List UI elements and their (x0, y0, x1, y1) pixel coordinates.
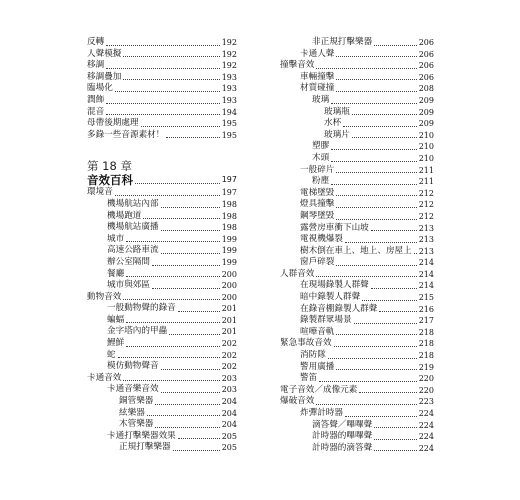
leader-dots (331, 184, 417, 185)
toc-entry (280, 37, 434, 49)
toc-entry-page: 218 (418, 327, 434, 337)
toc-entry (87, 49, 237, 61)
leader-dots (345, 416, 417, 417)
toc-entry-title: 計時器的嗶嗶聲 (312, 431, 373, 442)
toc-entry-page: 213 (418, 235, 434, 245)
leader-dots (374, 427, 417, 428)
toc-entry-page: 201 (221, 304, 237, 314)
leader-dots (161, 392, 220, 393)
leader-dots (374, 450, 417, 451)
leader-dots (118, 357, 220, 358)
toc-entry-title: 炸彈計時器 (300, 408, 343, 418)
leader-dots (336, 91, 416, 92)
toc-entry-title: 卡通打擊樂器效果 (107, 430, 176, 441)
leader-dots (331, 161, 417, 162)
leader-dots (319, 381, 417, 382)
toc-section-chapter-18 (87, 187, 237, 454)
toc-entry-page: 224 (418, 432, 434, 442)
toc-entry-title: 銅管樂器 (119, 396, 154, 407)
leader-dots (336, 207, 416, 208)
toc-entry-title: 水杯 (324, 118, 342, 129)
toc-entry-page: 199 (221, 234, 237, 244)
toc-entry-page: 202 (221, 350, 237, 360)
toc-entry-title: 多錄一些音源素材！ (87, 129, 165, 140)
toc-entry-title: 一般動物聲的錄音 (107, 303, 176, 314)
toc-entry (280, 95, 434, 107)
toc-entry-title: 警笛 (300, 373, 318, 384)
leader-dots (371, 288, 417, 289)
toc-entry-title: 玻璃瓶 (324, 106, 350, 117)
toc-entry (87, 326, 237, 338)
toc-entry-title: 車輛撞擊 (300, 71, 335, 82)
toc-section-previous-chapter (87, 37, 237, 141)
toc-entry-page: 197 (221, 188, 237, 198)
leader-dots (147, 415, 220, 416)
leader-dots (336, 79, 416, 80)
toc-entry-title: 機場航站內部 (107, 198, 159, 209)
toc-entry (87, 373, 237, 385)
toc-entry (280, 420, 434, 432)
toc-entry (280, 49, 434, 61)
toc-entry-title: 錄製群眾場景 (300, 315, 352, 326)
toc-entry-title: 電子音效／成像元素 (280, 384, 358, 395)
toc-entry-title: 塑膠 (312, 141, 330, 152)
leader-dots (106, 45, 220, 46)
toc-entry-title: 在現場錄製人群聲 (300, 280, 369, 291)
leader-dots (161, 253, 220, 254)
toc-entry (87, 245, 237, 257)
toc-entry (280, 72, 434, 84)
leader-dots (126, 346, 220, 347)
toc-entry-page: 211 (418, 165, 434, 175)
toc-entry (87, 431, 237, 443)
leader-dots (155, 404, 219, 405)
toc-entry-title: 人聲模擬 (87, 48, 122, 59)
toc-entry-page: 215 (418, 293, 434, 303)
toc-entry-title: 在錄音棚錄製人群聲 (300, 303, 378, 314)
leader-dots (161, 230, 220, 231)
toc-entry-page: 202 (221, 339, 237, 349)
toc-entry (87, 83, 237, 95)
toc-entry (280, 188, 434, 200)
toc-entry-title: 絃樂器 (119, 407, 145, 418)
toc-entry-page: 193 (221, 84, 237, 94)
toc-entry-page: 213 (418, 246, 434, 256)
section-gap (87, 141, 237, 155)
toc-entry (87, 338, 237, 350)
toc-entry (87, 303, 237, 315)
chapter-page-number: 197 (221, 175, 237, 185)
toc-entry (280, 350, 434, 362)
toc-entry-page: 192 (221, 61, 237, 71)
toc-entry (280, 443, 434, 455)
leader-dots (115, 195, 220, 196)
toc-entry-title: 窗戶碎裂 (300, 257, 335, 268)
toc-entry-page: 193 (221, 95, 237, 105)
toc-entry-page: 206 (418, 38, 434, 47)
leader-dots (152, 288, 220, 289)
leader-dots (336, 265, 416, 266)
toc-entry-page: 198 (221, 211, 237, 221)
toc-entry (280, 60, 434, 72)
toc-entry-page: 219 (418, 362, 434, 372)
leader-dots (352, 114, 417, 115)
toc-entry-page: 209 (418, 95, 434, 105)
leader-dots (126, 241, 220, 242)
toc-entry-page: 205 (221, 431, 237, 441)
toc-entry-page: 224 (418, 443, 434, 453)
toc-entry-page: 195 (221, 130, 237, 140)
leader-dots (173, 450, 220, 451)
toc-entry-page: 223 (418, 397, 434, 407)
chapter-title: 音效百科 (87, 173, 133, 188)
toc-entry-title: 非正規打擊樂器 (312, 37, 373, 47)
leader-dots (316, 276, 416, 277)
toc-entry-title: 喧嘩音軌 (300, 326, 335, 337)
leader-dots (135, 183, 220, 184)
toc-entry (280, 176, 434, 188)
toc-entry-title: 潤飾 (87, 94, 105, 105)
leader-dots (354, 323, 417, 324)
leader-dots (316, 68, 416, 69)
toc-entry-page: 224 (418, 409, 434, 418)
toc-entry-title: 消防隊 (300, 350, 326, 361)
toc-entry (280, 385, 434, 397)
toc-entry-title: 爆破音效 (280, 396, 315, 407)
toc-entry (280, 257, 434, 269)
toc-entry-title: 卡通音效 (87, 372, 122, 383)
leader-dots (126, 276, 220, 277)
toc-entry (87, 72, 237, 84)
toc-entry (280, 234, 434, 246)
toc-entry (280, 165, 434, 177)
toc-entry-title: 玻璃 (312, 94, 330, 105)
toc-entry-page: 203 (221, 385, 237, 395)
leader-dots (359, 392, 416, 393)
leader-dots (334, 346, 417, 347)
toc-entry (280, 373, 434, 385)
toc-entry-page: 204 (221, 397, 237, 407)
leader-dots (414, 253, 417, 254)
toc-entry-title: 移調 (87, 60, 105, 71)
toc-entry (87, 199, 237, 211)
leader-dots (106, 68, 220, 69)
toc-entry-title: 城市與郊區 (107, 280, 150, 291)
chapter-number: 第 18 章 (87, 159, 132, 174)
toc-entry (280, 211, 434, 223)
toc-entry (87, 234, 237, 246)
toc-entry-page: 209 (418, 119, 434, 129)
toc-entry-page: 217 (418, 316, 434, 326)
leader-dots (123, 79, 219, 80)
leader-dots (123, 56, 219, 57)
toc-entry-title: 人群音效 (280, 268, 315, 279)
toc-entry (280, 269, 434, 281)
leader-dots (123, 299, 219, 300)
toc-entry-title: 一般碎片 (300, 164, 335, 175)
toc-entry-title: 樹木倒在車上、地上、房屋上 (300, 245, 412, 256)
toc-entry-page: 204 (221, 408, 237, 418)
toc-entry-page: 198 (221, 199, 237, 209)
toc-entry-title: 鋼琴墜毀 (300, 210, 335, 221)
toc-entry (87, 118, 237, 130)
toc-entry-page: 218 (418, 339, 434, 349)
toc-entry-title: 機場航站廣播 (107, 222, 159, 233)
toc-entry (280, 292, 434, 304)
toc-entry (87, 419, 237, 431)
toc-entry (280, 141, 434, 153)
toc-entry-title: 城市 (107, 233, 125, 244)
leader-dots (141, 126, 220, 127)
toc-entry-title: 粉塵 (312, 176, 330, 187)
leader-dots (336, 195, 416, 196)
toc-entry-page: 212 (418, 188, 434, 198)
toc-entry-page: 201 (221, 315, 237, 325)
toc-entry-page: 216 (418, 304, 434, 314)
toc-entry-title: 玻璃片 (324, 129, 350, 140)
toc-entry-page: 200 (221, 281, 237, 291)
leader-dots (336, 219, 416, 220)
toc-entry-title: 餐廳 (107, 268, 125, 279)
toc-entry-title: 環境音 (87, 187, 113, 198)
toc-entry (280, 396, 434, 408)
toc-entry-title: 電視機爆裂 (300, 234, 343, 245)
toc-entry (280, 315, 434, 327)
toc-entry (87, 37, 237, 49)
toc-entry-page: 206 (418, 49, 434, 59)
leader-dots (178, 311, 220, 312)
leader-dots (106, 114, 220, 115)
toc-entry-title: 混音 (87, 106, 105, 117)
toc-entry-title: 燈具撞擊 (300, 199, 335, 210)
toc-entry (87, 361, 237, 373)
toc-right-column (280, 37, 434, 454)
leader-dots (331, 149, 417, 150)
leader-dots (345, 242, 417, 243)
toc-entry-title: 木頭 (312, 152, 330, 163)
chapter-title-row (87, 173, 237, 187)
toc-entry-page: 192 (221, 38, 237, 47)
toc-entry-title: 暗中錄製人群聲 (300, 292, 361, 303)
toc-entry-page: 211 (418, 177, 434, 187)
toc-entry-title: 撞擊音效 (280, 60, 315, 71)
leader-dots (126, 322, 220, 323)
toc-entry-title: 反轉 (87, 37, 105, 47)
toc-entry-page: 200 (221, 292, 237, 302)
leader-dots (328, 358, 417, 359)
toc-entry-page: 210 (418, 130, 434, 140)
toc-entry-title: 警用廣播 (300, 361, 335, 372)
toc-entry-title: 木管樂器 (119, 419, 154, 430)
toc-entry-title: 正規打擊樂器 (119, 442, 171, 453)
toc-entry-page: 214 (418, 258, 434, 268)
toc-entry-page: 203 (221, 373, 237, 383)
toc-entry (87, 350, 237, 362)
leader-dots (161, 207, 220, 208)
toc-entry (87, 222, 237, 234)
toc-entry-page: 208 (418, 84, 434, 94)
toc-entry (280, 83, 434, 95)
toc-entry-title: 電梯墜毀 (300, 187, 335, 198)
toc-entry-title: 模仿動物聲音 (107, 361, 159, 372)
toc-entry (87, 187, 237, 199)
leader-dots (379, 311, 416, 312)
toc-entry-page: 212 (418, 211, 434, 221)
toc-entry-title: 動物音效 (87, 291, 122, 302)
toc-entry-title: 母帶後期處理 (87, 118, 139, 129)
toc-entry (87, 408, 237, 420)
toc-entry-page: 199 (221, 246, 237, 256)
toc-entry-page: 200 (221, 269, 237, 279)
leader-dots (166, 137, 219, 138)
toc-entry-title: 緊急事故音效 (280, 338, 332, 349)
toc-entry (87, 95, 237, 107)
toc-entry-title: 露營房車衝下山坡 (300, 222, 369, 233)
toc-entry-page: 220 (418, 374, 434, 384)
toc-entry-page: 199 (221, 257, 237, 267)
toc-entry (280, 130, 434, 142)
toc-entry (87, 280, 237, 292)
leader-dots (331, 103, 417, 104)
toc-entry (87, 442, 237, 454)
toc-entry (280, 304, 434, 316)
toc-entry-page: 206 (418, 61, 434, 71)
toc-entry-page: 204 (221, 420, 237, 430)
toc-entry (280, 246, 434, 258)
leader-dots (155, 427, 219, 428)
toc-entry (280, 408, 434, 420)
toc-entry (280, 431, 434, 443)
toc-entry (87, 292, 237, 304)
toc-entry-title: 鯉鮮 (107, 338, 125, 349)
toc-entry (280, 107, 434, 119)
leader-dots (336, 172, 416, 173)
toc-entry-title: 卡通人聲 (300, 48, 335, 59)
leader-dots (161, 369, 220, 370)
toc-entry-page: 218 (418, 351, 434, 361)
toc-entry-page: 192 (221, 49, 237, 59)
leader-dots (152, 265, 220, 266)
leader-dots (169, 334, 220, 335)
toc-entry-title: 卡通音樂音效 (107, 384, 159, 395)
toc-entry (280, 338, 434, 350)
toc-entry-title: 蝙蝠 (107, 314, 125, 325)
toc-entry-title: 臨場化 (87, 83, 113, 94)
toc-entry (87, 130, 237, 142)
leader-dots (336, 369, 416, 370)
toc-entry (280, 280, 434, 292)
toc-entry (87, 384, 237, 396)
leader-dots (106, 103, 220, 104)
toc-entry (280, 223, 434, 235)
toc-entry-page: 212 (418, 200, 434, 210)
leader-dots (343, 126, 417, 127)
toc-entry (87, 60, 237, 72)
toc-entry (87, 269, 237, 281)
toc-entry (87, 211, 237, 223)
toc-entry (87, 107, 237, 119)
leader-dots (143, 218, 219, 219)
toc-entry-page: 213 (418, 223, 434, 233)
leader-dots (123, 380, 219, 381)
leader-dots (374, 439, 417, 440)
leader-dots (371, 230, 417, 231)
toc-entry (87, 315, 237, 327)
leader-dots (316, 404, 416, 405)
toc-entry (280, 199, 434, 211)
toc-entry-page: 195 (221, 119, 237, 129)
toc-entry-title: 金字塔內的甲蟲 (107, 326, 168, 337)
toc-entry-page: 210 (418, 142, 434, 152)
toc-entry-page: 194 (221, 107, 237, 117)
leader-dots (352, 137, 417, 138)
toc-entry-page: 201 (221, 327, 237, 337)
toc-entry-title: 蛇 (107, 349, 116, 360)
leader-dots (336, 56, 416, 57)
toc-entry-title: 機場跑道 (107, 210, 142, 221)
leader-dots (115, 91, 220, 92)
toc-entry-page: 214 (418, 281, 434, 291)
leader-dots (336, 334, 416, 335)
toc-entry-page: 220 (418, 385, 434, 395)
toc-entry (87, 257, 237, 269)
toc-entry-page: 209 (418, 107, 434, 117)
toc-entry-page: 202 (221, 362, 237, 372)
toc-entry-page: 224 (418, 420, 434, 430)
toc-entry (280, 362, 434, 374)
toc-entry-title: 材質碰撞 (300, 83, 335, 94)
toc-entry-page: 198 (221, 223, 237, 233)
leader-dots (362, 300, 417, 301)
toc-entry (280, 327, 434, 339)
toc-left-column (87, 37, 237, 454)
toc-entry-title: 計時器的滴答聲 (312, 442, 373, 453)
toc-entry-title: 移調疊加 (87, 71, 122, 82)
toc-entry (280, 118, 434, 130)
toc-entry-page: 210 (418, 153, 434, 163)
toc-entry-page: 214 (418, 269, 434, 279)
toc-entry-title: 滴答聲／嗶嗶聲 (312, 419, 373, 430)
toc-entry-title: 辦公室隔間 (107, 256, 150, 267)
toc-entry-page: 206 (418, 72, 434, 82)
leader-dots (178, 438, 220, 439)
toc-entry-title: 高速公路車流 (107, 245, 159, 256)
toc-section-continued (280, 37, 434, 454)
toc-entry (280, 153, 434, 165)
leader-dots (374, 45, 417, 46)
toc-entry-page: 205 (221, 443, 237, 453)
toc-entry (87, 396, 237, 408)
toc-entry-page: 193 (221, 72, 237, 82)
